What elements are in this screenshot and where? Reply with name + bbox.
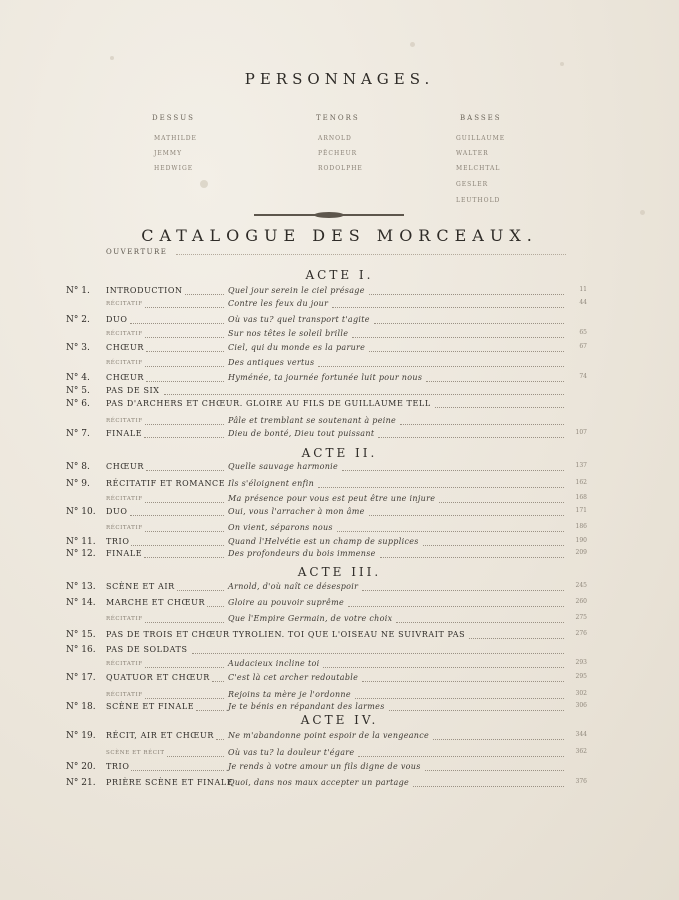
piece-type: RÉCIT, AIR ET CHŒUR [106, 731, 214, 740]
catalogue-row [0, 494, 679, 508]
piece-type: PAS DE SIX [106, 386, 160, 395]
voice-label-basses: BASSES [460, 114, 502, 122]
dotted-leader [348, 598, 564, 607]
incipit-text: C'est là cet archer redoutable [228, 673, 359, 682]
incipit-text: Des antiques vertus [228, 358, 315, 367]
page-number: 275 [575, 614, 587, 621]
piece-type: PAS D'ARCHERS ET CHŒUR. GLOIRE AU FILS DE GUILLAUME TELL [106, 399, 431, 408]
piece-type: RÉCITATIF [106, 360, 143, 366]
page-number: 74 [579, 373, 587, 380]
piece-type: PRIÈRE SCÈNE ET FINALE [106, 778, 234, 787]
piece-number: N° 18. [66, 702, 96, 712]
dotted-leader [145, 659, 224, 668]
dotted-leader [145, 523, 224, 532]
role-mathilde: MATHILDE [154, 135, 197, 142]
incipit-text: Sur nos têtes le soleil brille [228, 329, 349, 338]
incipit-text: Dieu de bonté, Dieu tout puissant [228, 429, 375, 438]
catalogue-row [0, 549, 679, 563]
catalogue-row [0, 373, 679, 387]
piece-type: TRIO [106, 762, 130, 771]
incipit-text: Gloire au pouvoir suprême [228, 598, 344, 607]
dotted-leader [167, 748, 224, 757]
incipit-text: Des profondeurs du bois immense [228, 549, 376, 558]
incipit-text: On vient, séparons nous [228, 523, 333, 532]
piece-number: N° 9. [66, 479, 90, 489]
dotted-leader [145, 416, 224, 425]
catalogue-row [0, 598, 679, 612]
acte-heading-1: ACTE I. [305, 268, 374, 282]
incipit-text: Quelle sauvage harmonie [228, 462, 339, 471]
acte-heading-2: ACTE II. [301, 446, 378, 460]
dotted-leader [216, 731, 224, 740]
incipit-text: Où vas tu? quel transport t'agite [228, 315, 370, 324]
dotted-leader [131, 537, 224, 546]
page-number: 168 [575, 494, 587, 501]
piece-type: DUO [106, 507, 128, 516]
piece-type: CHŒUR [106, 343, 144, 352]
page-number: 295 [575, 673, 587, 680]
dotted-leader [144, 549, 224, 558]
dotted-leader [425, 762, 564, 771]
role-rodolphe: RODOLPHE [318, 165, 363, 172]
piece-type: RÉCITATIF [106, 331, 143, 337]
piece-type: RÉCITATIF [106, 661, 143, 667]
dotted-leader [207, 598, 224, 607]
incipit-text: Que l'Empire Germain, de votre choix [228, 614, 393, 623]
dotted-leader [362, 582, 564, 591]
catalogue-row [0, 645, 679, 659]
dotted-leader [423, 537, 564, 546]
page-number: 376 [575, 778, 587, 785]
piece-type: INTRODUCTION [106, 286, 183, 295]
page-number: 302 [575, 690, 587, 697]
dotted-leader [469, 630, 564, 639]
piece-type: CHŒUR [106, 373, 144, 382]
catalogue-row [0, 329, 679, 343]
page-number: 171 [575, 507, 587, 514]
dotted-leader [145, 358, 224, 367]
piece-type: RÉCITATIF [106, 525, 143, 531]
piece-number: N° 10. [66, 507, 96, 517]
page-number: 344 [575, 731, 587, 738]
piece-type: FINALE [106, 429, 143, 438]
piece-number: N° 16. [66, 645, 96, 655]
page-number: 209 [575, 549, 587, 556]
dotted-leader [362, 673, 564, 682]
role-guillaume: GUILLAUME [456, 135, 506, 142]
piece-type: SCÈNE ET RÉCIT [106, 750, 165, 756]
catalogue-row [0, 659, 679, 673]
voice-label-dessus: DESSUS [152, 114, 195, 122]
piece-number: N° 12. [66, 549, 96, 559]
foxing-spot [110, 56, 114, 60]
dotted-leader [192, 645, 564, 654]
incipit-text: Oui, vous l'arracher à mon âme [228, 507, 365, 516]
piece-type: QUATUOR ET CHŒUR [106, 673, 210, 682]
page-number: 65 [579, 329, 587, 336]
piece-type: RÉCITATIF [106, 301, 143, 307]
catalogue-row [0, 748, 679, 762]
piece-type: RÉCITATIF ET ROMANCE [106, 479, 226, 488]
dotted-leader [185, 286, 224, 295]
acte-heading-4: ACTE IV. [300, 713, 379, 727]
incipit-text: Ils s'éloignent enfin [228, 479, 315, 488]
catalogue-row [0, 507, 679, 521]
page-number: 44 [579, 299, 587, 306]
piece-number: N° 6. [66, 399, 90, 409]
personnages-title: PERSONNAGES. [244, 70, 435, 88]
catalogue-row [0, 416, 679, 430]
role-walter: WALTER [456, 150, 489, 157]
piece-number: N° 8. [66, 462, 90, 472]
incipit-text: Quel jour serein le ciel présage [228, 286, 365, 295]
dotted-leader [378, 429, 564, 438]
page-number: 362 [575, 748, 587, 755]
dotted-leader [439, 494, 564, 503]
dotted-leader [177, 582, 224, 591]
dotted-leader [164, 386, 564, 395]
catalogue-row [0, 673, 679, 687]
dotted-leader [145, 299, 224, 308]
dotted-leader [337, 523, 564, 532]
dotted-leader [369, 343, 564, 352]
ouverture-label: OUVERTURE [106, 248, 168, 256]
piece-number: N° 2. [66, 315, 90, 325]
catalogue-row [0, 630, 679, 644]
foxing-spot [640, 210, 645, 215]
incipit-text: Quoi, dans nos maux accepter un partage [228, 778, 410, 787]
dotted-leader [145, 690, 224, 699]
dotted-leader [355, 690, 564, 699]
piece-type: PAS DE TROIS ET CHŒUR TYROLIEN. TOI QUE L'OISEAU NE SUIVRAIT PAS [106, 630, 466, 639]
piece-number: N° 13. [66, 582, 96, 592]
dotted-leader [176, 254, 566, 255]
role-gesler: GESLER [456, 181, 489, 188]
catalogue-title: CATALOGUE DES MORCEAUX. [141, 226, 538, 245]
role-pecheur: PÊCHEUR [318, 150, 358, 157]
catalogue-row [0, 523, 679, 537]
foxing-spot [560, 62, 564, 66]
piece-type: CHŒUR [106, 462, 144, 471]
piece-number: N° 17. [66, 673, 96, 683]
piece-type: RÉCITATIF [106, 496, 143, 502]
catalogue-row [0, 702, 679, 716]
acte-heading-3: ACTE III. [297, 565, 382, 579]
dotted-leader [389, 702, 564, 711]
piece-number: N° 21. [66, 778, 96, 788]
dotted-leader [145, 614, 224, 623]
dotted-leader [380, 549, 564, 558]
role-jemmy: JEMMY [154, 150, 183, 157]
page-number: 306 [575, 702, 587, 709]
catalogue-row [0, 343, 679, 357]
piece-number: N° 1. [66, 286, 90, 296]
page-number: 11 [579, 286, 587, 293]
catalogue-row [0, 614, 679, 628]
dotted-leader [323, 659, 564, 668]
piece-type: PAS DE SOLDATS [106, 645, 188, 654]
piece-number: N° 3. [66, 343, 90, 353]
incipit-text: Ne m'abandonne point espoir de la vengeance [228, 731, 430, 740]
dotted-leader [146, 343, 224, 352]
piece-number: N° 19. [66, 731, 96, 741]
catalogue-row [0, 286, 679, 300]
page-number: 276 [575, 630, 587, 637]
page-number: 245 [575, 582, 587, 589]
ornamental-rule [254, 214, 404, 216]
catalogue-row [0, 386, 679, 400]
catalogue-row [0, 315, 679, 329]
catalogue-row [0, 429, 679, 443]
piece-number: N° 4. [66, 373, 90, 383]
dotted-leader [130, 507, 224, 516]
dotted-leader [374, 315, 564, 324]
dotted-leader [145, 494, 224, 503]
dotted-leader [146, 373, 224, 382]
dotted-leader [413, 778, 564, 787]
page-number: 186 [575, 523, 587, 530]
dotted-leader [369, 286, 564, 295]
piece-type: FINALE [106, 549, 143, 558]
role-hedwige: HEDWIGE [154, 165, 194, 172]
piece-type: RÉCITATIF [106, 418, 143, 424]
page-number: 137 [575, 462, 587, 469]
piece-type: RÉCITATIF [106, 692, 143, 698]
catalogue-row [0, 762, 679, 776]
dotted-leader [435, 399, 564, 408]
dotted-leader [332, 299, 564, 308]
dotted-leader [196, 702, 224, 711]
dotted-leader [144, 429, 224, 438]
page-number: 107 [575, 429, 587, 436]
incipit-text: Pâle et tremblant se soutenant à peine [228, 416, 397, 425]
incipit-text: Hyménée, ta journée fortunée luit pour nous [228, 373, 423, 382]
dotted-leader [433, 731, 564, 740]
piece-type: SCÈNE ET AIR [106, 582, 175, 591]
page-number: 67 [579, 343, 587, 350]
catalogue-row [0, 299, 679, 313]
role-arnold: ARNOLD [318, 135, 352, 142]
incipit-text: Je rends à votre amour un fils digne de vous [228, 762, 421, 771]
voice-label-tenors: TENORS [316, 114, 360, 122]
incipit-text: Arnold, d'où naît ce désespoir [228, 582, 359, 591]
page-number: 190 [575, 537, 587, 544]
page-number: 260 [575, 598, 587, 605]
piece-number: N° 14. [66, 598, 96, 608]
foxing-spot [200, 180, 208, 188]
dotted-leader [146, 462, 224, 471]
dotted-leader [318, 358, 564, 367]
piece-type: SCÈNE ET FINALE [106, 702, 195, 711]
incipit-text: Où vas tu? la douleur t'égare [228, 748, 355, 757]
piece-type: DUO [106, 315, 128, 324]
catalogue-row [0, 731, 679, 745]
piece-number: N° 7. [66, 429, 90, 439]
dotted-leader [400, 416, 564, 425]
incipit-text: Contre les feux du jour [228, 299, 329, 308]
incipit-text: Je te bénis en répandant des larmes [228, 702, 385, 711]
dotted-leader [426, 373, 564, 382]
foxing-spot [410, 42, 415, 47]
role-leuthold: LEUTHOLD [456, 197, 501, 204]
piece-type: TRIO [106, 537, 130, 546]
piece-type: RÉCITATIF [106, 616, 143, 622]
catalogue-row [0, 358, 679, 372]
dotted-leader [358, 748, 564, 757]
dotted-leader [130, 315, 224, 324]
dotted-leader [145, 329, 224, 338]
catalogue-row [0, 778, 679, 792]
catalogue-row [0, 462, 679, 476]
catalogue-row [0, 399, 679, 413]
incipit-text: Rejoins ta mère je l'ordonne [228, 690, 351, 699]
page-number: 162 [575, 479, 587, 486]
piece-number: N° 15. [66, 630, 96, 640]
dotted-leader [131, 762, 224, 771]
dotted-leader [369, 507, 564, 516]
role-melchtal: MELCHTAL [456, 165, 501, 172]
page-number: 293 [575, 659, 587, 666]
dotted-leader [396, 614, 564, 623]
catalogue-row [0, 582, 679, 596]
dotted-leader [318, 479, 564, 488]
incipit-text: Quand l'Helvétie est un champ de supplices [228, 537, 419, 546]
dotted-leader [352, 329, 564, 338]
dotted-leader [342, 462, 564, 471]
piece-type: MARCHE ET CHŒUR [106, 598, 206, 607]
incipit-text: Ma présence pour vous est peut être une injure [228, 494, 436, 503]
incipit-text: Ciel, qui du monde es la parure [228, 343, 366, 352]
dotted-leader [212, 673, 224, 682]
catalogue-row [0, 479, 679, 493]
piece-number: N° 20. [66, 762, 96, 772]
piece-number: N° 11. [66, 537, 96, 547]
piece-number: N° 5. [66, 386, 90, 396]
incipit-text: Audacieux incline toi [228, 659, 320, 668]
